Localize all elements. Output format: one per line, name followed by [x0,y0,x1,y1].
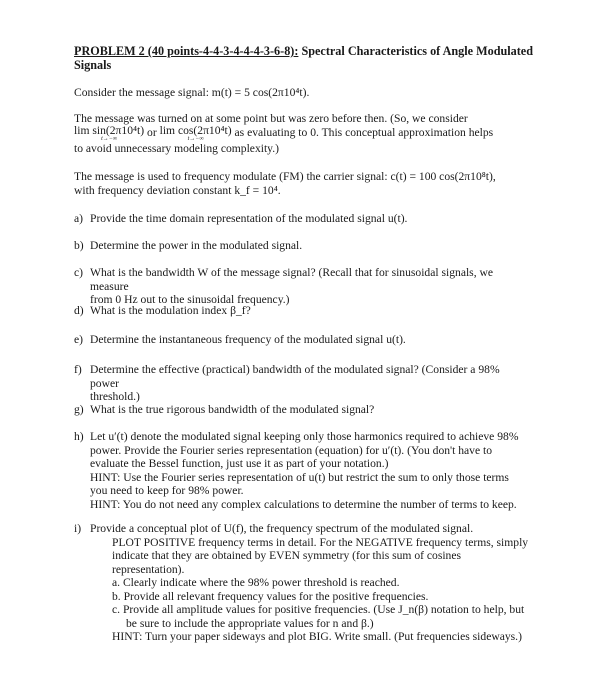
limit-cos-expression [160,126,232,142]
question-line: be sure to include the appropriate values for n and β.) [126,616,374,630]
limit-cos-text: lim cos(2π10⁴t) [159,124,232,137]
question-line: HINT: You do not need any complex calculations to determine the number of terms to keep. [90,497,517,511]
question-line: HINT: Turn your paper sideways and plot BIG. Write small. (Put frequencies sideways.) [112,630,522,643]
question-line: power. Provide the Fourier series representation (equation) for u′(t). (You don't have to [90,443,493,457]
fm-carrier-line1: The message is used to frequency modulate (FM) the carrier signal: c(t) = 100 cos(2π10⁸t), [74,170,496,183]
question-line: What is the true rigorous bandwidth of the modulated signal? [90,403,375,416]
message-signal-text: Consider the message signal: m(t) = 5 cos(2π10⁴t). [74,86,310,99]
question-line: What is the bandwidth W of the message signal? (Recall that for sinusoidal signals, we measure [90,266,494,293]
question-line: you need to keep for 98% power. [90,484,244,497]
question-line: PLOT POSITIVE frequency terms in detail. For the NEGATIVE frequency terms, simply [112,535,529,549]
zero-assumption-line1: The message was turned on at some point but was zero before then. (So, we consider [74,112,468,125]
problem-title-rest: Spectral Characteristics of Angle Modulated [298,44,533,58]
question-label: d) [74,304,84,317]
question-line: a. Clearly indicate where the 98% power threshold is reached. [112,576,400,589]
question-line: Let u′(t) denote the modulated signal keeping only those harmonics required to achieve 98% [90,430,519,443]
question-line: c. Provide all amplitude values for positive frequencies. (Use J_n(β) notation to help, but [112,603,525,616]
fm-carrier-paragraph [74,170,530,198]
limit-sin-expression [74,126,144,142]
problem-title-prefix: PROBLEM 2 (40 points-4-4-3-4-4-4-3-6-8): [74,44,299,58]
question-line: evaluate the Bessel function, just use it as part of your notation.) [90,457,389,470]
question-line: Provide the time domain representation of the modulated signal u(t). [90,212,408,225]
question-label: g) [74,403,84,416]
zero-assumption-line2 [74,126,530,142]
question-label: e) [74,333,84,346]
question-label: f) [74,363,82,376]
limit-sin-subscript: t→−∞ [101,136,118,142]
question-label: b) [74,239,84,252]
problem-title-line2: Signals [74,58,112,72]
limit-cos-subscript: t→−∞ [187,136,204,142]
problem-title [74,44,534,72]
question-label: c) [74,266,84,279]
question-h [74,430,530,511]
zero-assumption-paragraph [74,112,530,156]
message-signal-paragraph [74,86,530,100]
question-line: What is the modulation index β_f? [90,304,251,317]
question-label: h) [74,430,84,443]
question-line: Determine the instantaneous frequency of the modulated signal u(t). [90,333,406,346]
question-c [74,266,530,307]
question-line: HINT: Use the Fourier series representation of u(t) but restrict the sum to only those terms [90,470,509,484]
question-d [74,304,530,318]
zero-assumption-line3: to avoid unnecessary modeling complexity.) [74,142,279,155]
question-f [74,363,530,404]
fm-carrier-line2: with frequency deviation constant k_f = 10⁴. [74,184,281,197]
question-line: Determine the power in the modulated signal. [90,239,303,252]
question-g [74,403,530,417]
zero-or-text: or [144,126,160,139]
question-label: a) [74,212,84,225]
limit-sin-text: lim sin(2π10⁴t) [74,124,145,137]
question-line: Determine the effective (practical) bandwidth of the modulated signal? (Consider a 98% power [90,363,500,390]
question-line: Provide a conceptual plot of U(f), the frequency spectrum of the modulated signal. [90,522,474,535]
question-label: i) [74,522,82,535]
question-b [74,239,530,253]
question-line: threshold.) [90,390,140,403]
question-line: from 0 Hz out to the sinusoidal frequency.) [90,293,290,306]
zero-rest-text: as evaluating to 0. This conceptual approximation helps [231,126,494,139]
question-line: b. Provide all relevant frequency values for the positive frequencies. [112,589,429,603]
question-e [74,333,530,347]
question-line: indicate that they are obtained by EVEN symmetry (for this sum of cosines representation). [112,549,462,576]
question-a [74,212,530,226]
question-i [74,522,530,644]
